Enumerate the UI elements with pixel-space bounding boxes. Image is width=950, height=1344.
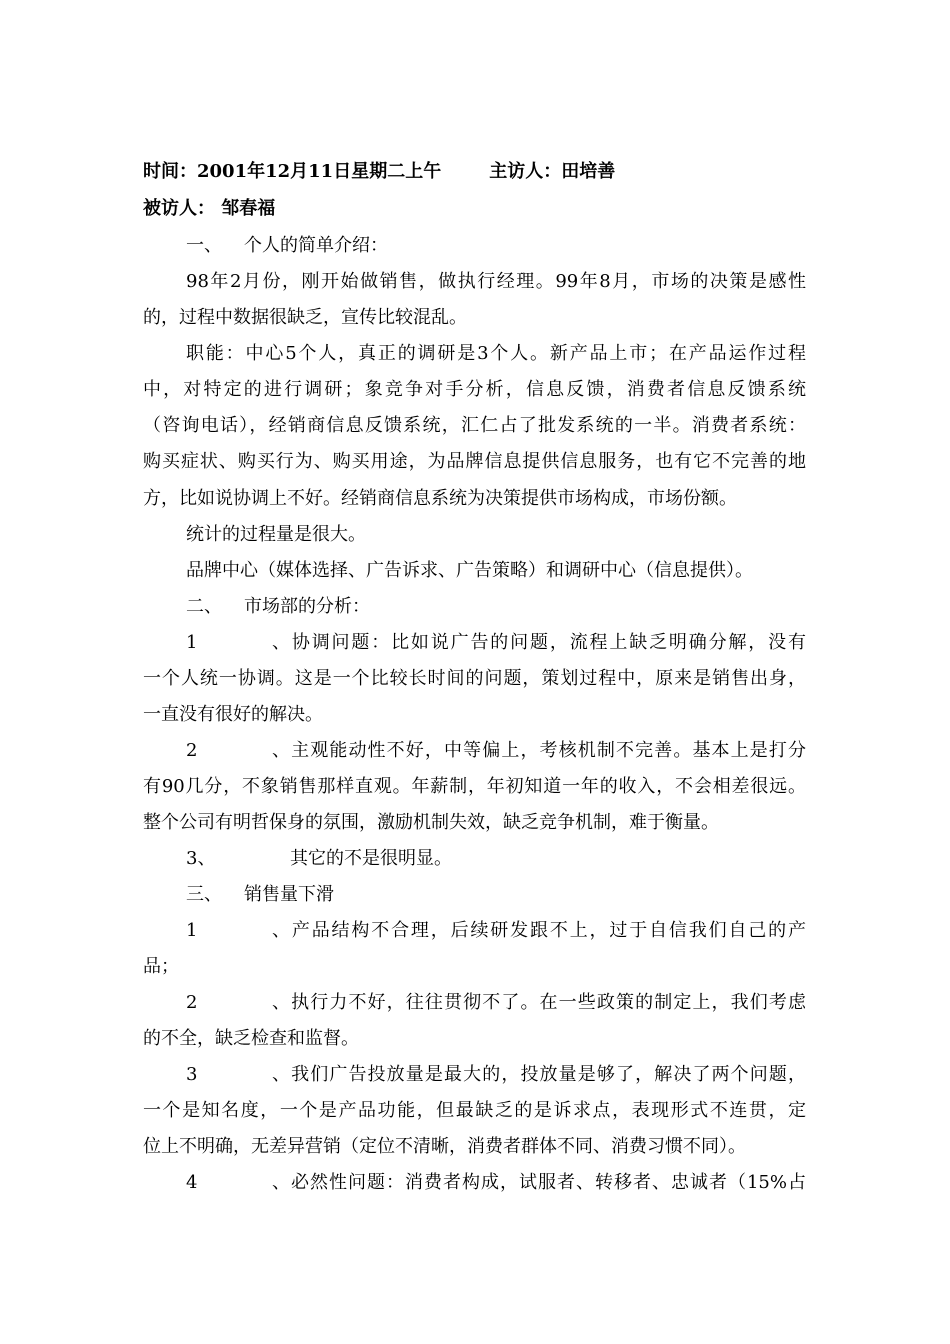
- list-text: 协调问题：比如说广告的问题，流程上缺乏明确分解，没有: [290, 632, 806, 653]
- header-line: [143, 160, 615, 184]
- list-number: 2、: [186, 740, 290, 761]
- list-number: 3、: [186, 848, 216, 869]
- section2-number: 二、: [186, 596, 222, 617]
- section3-heading: [186, 883, 334, 907]
- section1-title: 个人的简单介绍：: [244, 235, 388, 256]
- list-item-line: 一个是知名度，一个是产品功能，但最缺乏的是诉求点，表现形式不连贯，定: [143, 1100, 806, 1121]
- interviewee: 被访人： 邹春福: [143, 198, 276, 219]
- list-number: 1、: [186, 632, 290, 653]
- list-item-line: 整个公司有明哲保身的氛围，激励机制失效，缺乏竞争机制，难于衡量。: [143, 812, 719, 833]
- list-item-line: 一个人统一协调。这是一个比较长时间的问题，策划过程中，原来是销售出身，: [143, 668, 806, 689]
- list-item-line: [186, 1063, 806, 1087]
- paragraph-line: 方，比如说协调上不好。经销商信息系统为决策提供市场构成，市场份额。: [143, 488, 737, 509]
- section2-title: 市场部的分析：: [244, 596, 370, 617]
- list-item-line: [186, 1171, 806, 1195]
- paragraph-line: 职能：中心5个人，真正的调研是3个人。新产品上市；在产品运作过程: [186, 343, 806, 364]
- list-item-line: [186, 991, 806, 1015]
- list-item-line: 有90几分，不象销售那样直观。年薪制，年初知道一年的收入，不会相差很远。: [143, 776, 806, 797]
- interview-time: 时间：2001年12月11日星期二上午: [143, 161, 442, 182]
- list-item-line: [186, 739, 806, 763]
- list-item-line: [186, 919, 806, 943]
- list-text: 产品结构不合理，后续研发跟不上，过于自信我们自己的产: [290, 920, 806, 941]
- list-number: 2、: [186, 992, 290, 1013]
- list-text: 我们广告投放量是最大的，投放量是够了，解决了两个问题，: [290, 1064, 806, 1085]
- list-text: 主观能动性不好，中等偏上，考核机制不完善。基本上是打分: [290, 740, 806, 761]
- paragraph-line: 98年2月份，刚开始做销售，做执行经理。99年8月，市场的决策是感性: [186, 271, 806, 292]
- interviewer: 主访人：田培善: [489, 161, 616, 182]
- list-item-line: [186, 847, 452, 871]
- section3-number: 三、: [186, 884, 222, 905]
- list-text: 执行力不好，往往贯彻不了。在一些政策的制定上，我们考虑: [290, 992, 806, 1013]
- paragraph-line: 中，对特定的进行调研；象竞争对手分析，信息反馈，消费者信息反馈系统: [143, 379, 806, 400]
- list-item-line: 位上不明确，无差异营销（定位不清晰，消费者群体不同、消费习惯不同）。: [143, 1136, 746, 1157]
- list-number: 3、: [186, 1064, 290, 1085]
- paragraph-line: 统计的过程量是很大。: [186, 524, 366, 545]
- paragraph-line: （咨询电话），经销商信息反馈系统，汇仁占了批发系统的一半。消费者系统：: [143, 415, 806, 436]
- section1-heading: [186, 234, 388, 258]
- section2-heading: [186, 595, 370, 619]
- list-item-line: 一直没有很好的解决。: [143, 704, 323, 725]
- section3-title: 销售量下滑: [244, 884, 334, 905]
- list-number: 1、: [186, 920, 290, 941]
- section1-number: 一、: [186, 235, 222, 256]
- list-item-line: 的不全，缺乏检查和监督。: [143, 1028, 359, 1049]
- paragraph-line: 购买症状、购买行为、购买用途，为品牌信息提供信息服务，也有它不完善的地: [143, 451, 806, 472]
- paragraph-line: 品牌中心（媒体选择、广告诉求、广告策略）和调研中心（信息提供）。: [186, 560, 753, 581]
- list-text: 其它的不是很明显。: [290, 848, 452, 869]
- list-item-line: [186, 631, 806, 655]
- list-text: 必然性问题：消费者构成，试服者、转移者、忠诚者（15%占: [290, 1172, 806, 1193]
- list-item-line: 品；: [143, 956, 179, 977]
- paragraph-line: 的，过程中数据很缺乏，宣传比较混乱。: [143, 307, 467, 328]
- list-number: 4、: [186, 1172, 290, 1193]
